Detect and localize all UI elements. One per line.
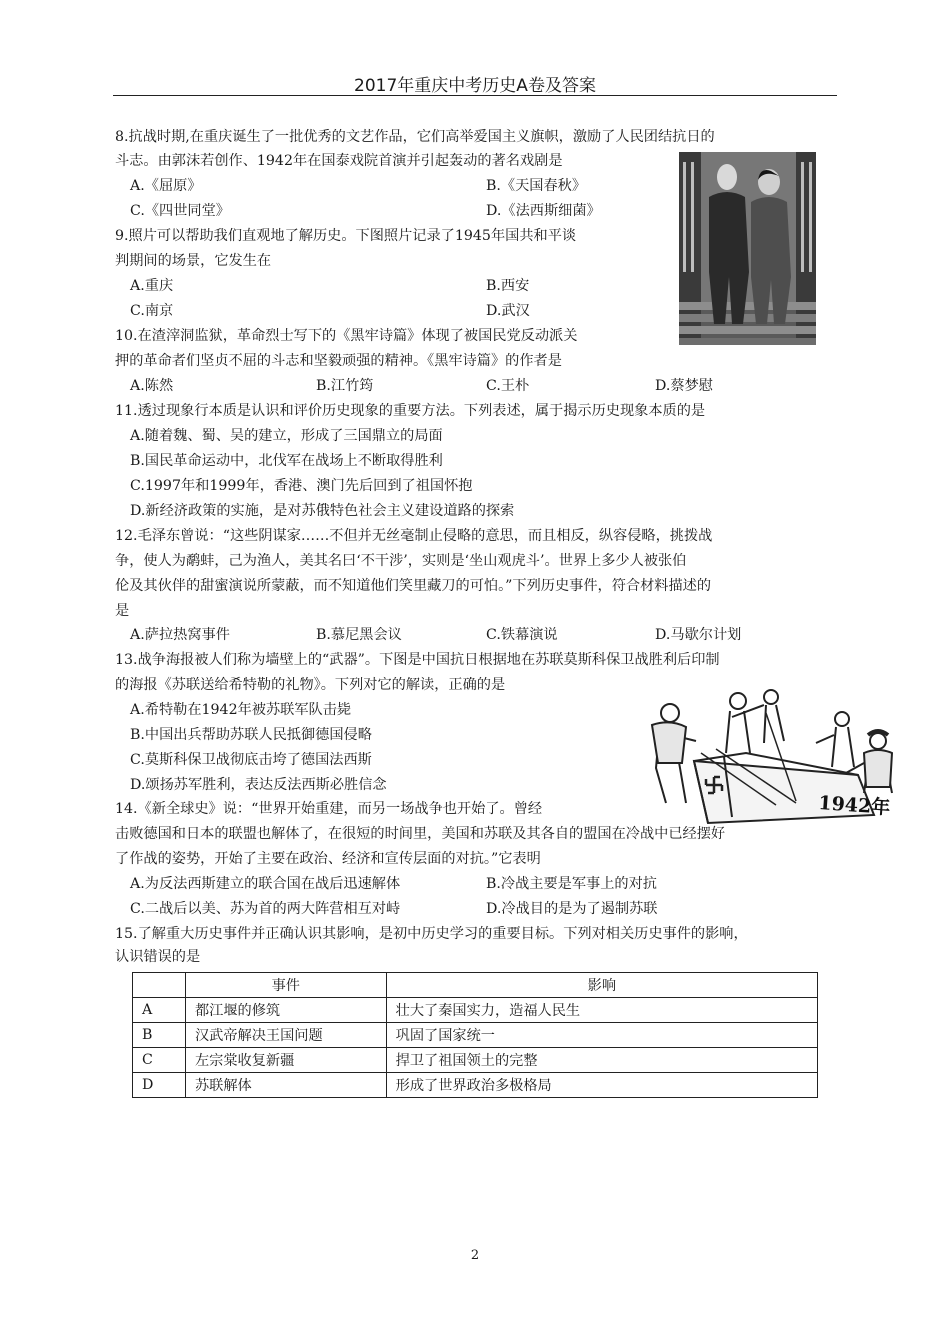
q10-option-a: A.陈然 — [130, 378, 174, 394]
table-cell: 汉武帝解决王国问题 — [185, 1023, 386, 1048]
q8-option-c: C.《四世同堂》 — [130, 203, 230, 219]
document-title: 2017年重庆中考历史A卷及答案 — [354, 76, 596, 96]
table-header-cell: 事件 — [185, 973, 386, 998]
table-row — [133, 1023, 818, 1048]
q13-option-b: B.中国出兵帮助苏联人民抵御德国侵略 — [130, 727, 372, 743]
q12-stem-line2: 争，使人为鹬蚌，己为渔人，美其名曰‘不干涉’，实则是‘坐山观虎斗’。世界上多少人被张伯 — [115, 553, 687, 569]
q14-stem-line2: 击败德国和日本的联盟也解体了，在很短的时间里，美国和苏联及其各自的盟国在冷战中已经摆好 — [115, 826, 726, 842]
poster-year-label: 1942年 — [817, 792, 891, 820]
q14-option-c: C.二战后以美、苏为首的两大阵营相互对峙 — [130, 901, 401, 917]
header-rule — [113, 95, 837, 96]
q12-stem-line1: 12.毛泽东曾说：“这些阴谋家……不但并无丝毫制止侵略的意思，而且相反，纵容侵略，挑拨战 — [115, 528, 713, 544]
q8-stem-line2: 斗志。由郭沫若创作、1942年在国泰戏院首演并引起轰动的著名戏剧是 — [115, 153, 563, 169]
table-cell: D — [133, 1073, 186, 1098]
q9-option-a: A.重庆 — [130, 278, 174, 294]
q13-stem-line1: 13.战争海报被人们称为墙壁上的“武器”。下图是中国抗日根据地在苏联莫斯科保卫战胜利后印制 — [115, 652, 720, 668]
q11-option-a: A.随着魏、蜀、吴的建立，形成了三国鼎立的局面 — [130, 428, 443, 444]
q9-stem-line2: 判期间的场景，它发生在 — [115, 253, 272, 269]
q8-option-b: B.《天国春秋》 — [486, 178, 587, 194]
q13-option-c: C.莫斯科保卫战彻底击垮了德国法西斯 — [130, 752, 372, 768]
q14-option-d: D.冷战目的是为了遏制苏联 — [486, 901, 658, 917]
q13-stem-line2: 的海报《苏联送给希特勒的礼物》。下列对它的解读，正确的是 — [115, 677, 506, 693]
q10-stem-line2: 押的革命者们坚贞不屈的斗志和坚毅顽强的精神。《黑牢诗篇》的作者是 — [115, 353, 562, 369]
q15-stem-line1: 15.了解重大历史事件并正确认识其影响，是初中历史学习的重要目标。下列对相关历史事件的影响， — [115, 926, 748, 942]
q13-option-a: A.希特勒在1942年被苏联军队击毙 — [130, 702, 352, 718]
q8-stem-line1: 8.抗战时期,在重庆诞生了一批优秀的文艺作品，它们高举爱国主义旗帜，激励了人民团结抗日的 — [115, 129, 715, 145]
table-cell: 捍卫了祖国领土的完整 — [386, 1048, 817, 1073]
table-header-row — [133, 973, 818, 998]
table-cell: A — [133, 998, 186, 1023]
table-header-cell — [133, 973, 186, 998]
table-row — [133, 1073, 818, 1098]
q15-stem-line2: 认识错误的是 — [115, 949, 201, 965]
q12-option-b: B.慕尼黑会议 — [316, 627, 402, 643]
table-cell: 都江堰的修筑 — [185, 998, 386, 1023]
q9-option-d: D.武汉 — [486, 303, 530, 319]
table-row — [133, 1048, 818, 1073]
q14-option-a: A.为反法西斯建立的联合国在战后迅速解体 — [130, 876, 401, 892]
chongqing-negotiation-photo — [679, 152, 816, 345]
table-cell: C — [133, 1048, 186, 1073]
q14-stem-line3: 了作战的姿势，开始了主要在政治、经济和宣传层面的对抗。”它表明 — [115, 851, 541, 867]
q10-option-d: D.蔡梦慰 — [655, 378, 713, 394]
table-cell: 苏联解体 — [185, 1073, 386, 1098]
q14-option-b: B.冷战主要是军事上的对抗 — [486, 876, 657, 892]
table-header-cell: 影响 — [386, 973, 817, 998]
table-cell: 形成了世界政治多极格局 — [386, 1073, 817, 1098]
q12-stem-line4: 是 — [115, 603, 130, 619]
q9-stem-line1: 9.照片可以帮助我们直观地了解历史。下图照片记录了1945年国共和平谈 — [115, 228, 577, 244]
q12-stem-line3: 伦及其伙伴的甜蜜演说所蒙蔽，而不知道他们笑里藏刀的可怕。”下列历史事件，符合材料描述的 — [115, 578, 712, 594]
q12-option-d: D.马歇尔计划 — [655, 627, 742, 643]
q11-option-c: C.1997年和1999年，香港、澳门先后回到了祖国怀抱 — [130, 478, 473, 494]
q12-option-c: C.铁幕演说 — [486, 627, 558, 643]
table-cell: 左宗棠收复新疆 — [185, 1048, 386, 1073]
q10-option-c: C.王朴 — [486, 378, 530, 394]
page-number: 2 — [470, 1248, 480, 1263]
q12-option-a: A.萨拉热窝事件 — [130, 627, 230, 643]
q9-option-b: B.西安 — [486, 278, 530, 294]
table-row — [133, 998, 818, 1023]
q11-option-b: B.国民革命运动中，北伐军在战场上不断取得胜利 — [130, 453, 443, 469]
q9-option-c: C.南京 — [130, 303, 174, 319]
q10-option-b: B.江竹筠 — [316, 378, 374, 394]
q11-stem: 11.透过现象行本质是认识和评价历史现象的重要方法。下列表述，属于揭示历史现象本质的是 — [115, 403, 706, 419]
q8-option-d: D.《法西斯细菌》 — [486, 203, 601, 219]
events-table — [132, 972, 818, 1098]
q13-option-d: D.颂扬苏军胜利，表达反法西斯必胜信念 — [130, 777, 387, 793]
q10-stem-line1: 10.在渣滓洞监狱，革命烈士写下的《黑牢诗篇》体现了被国民党反动派关 — [115, 328, 578, 344]
soviet-gift-poster — [646, 683, 908, 833]
table-cell: 巩固了国家统一 — [386, 1023, 817, 1048]
q8-option-a: A.《屈原》 — [130, 178, 202, 194]
table-cell: 壮大了秦国实力，造福人民生 — [386, 998, 817, 1023]
q11-option-d: D.新经济政策的实施，是对苏俄特色社会主义建设道路的探索 — [130, 503, 515, 519]
q14-stem-line1: 14.《新全球史》说：“世界开始重建，而另一场战争也开始了。曾经 — [115, 801, 543, 817]
table-cell: B — [133, 1023, 186, 1048]
